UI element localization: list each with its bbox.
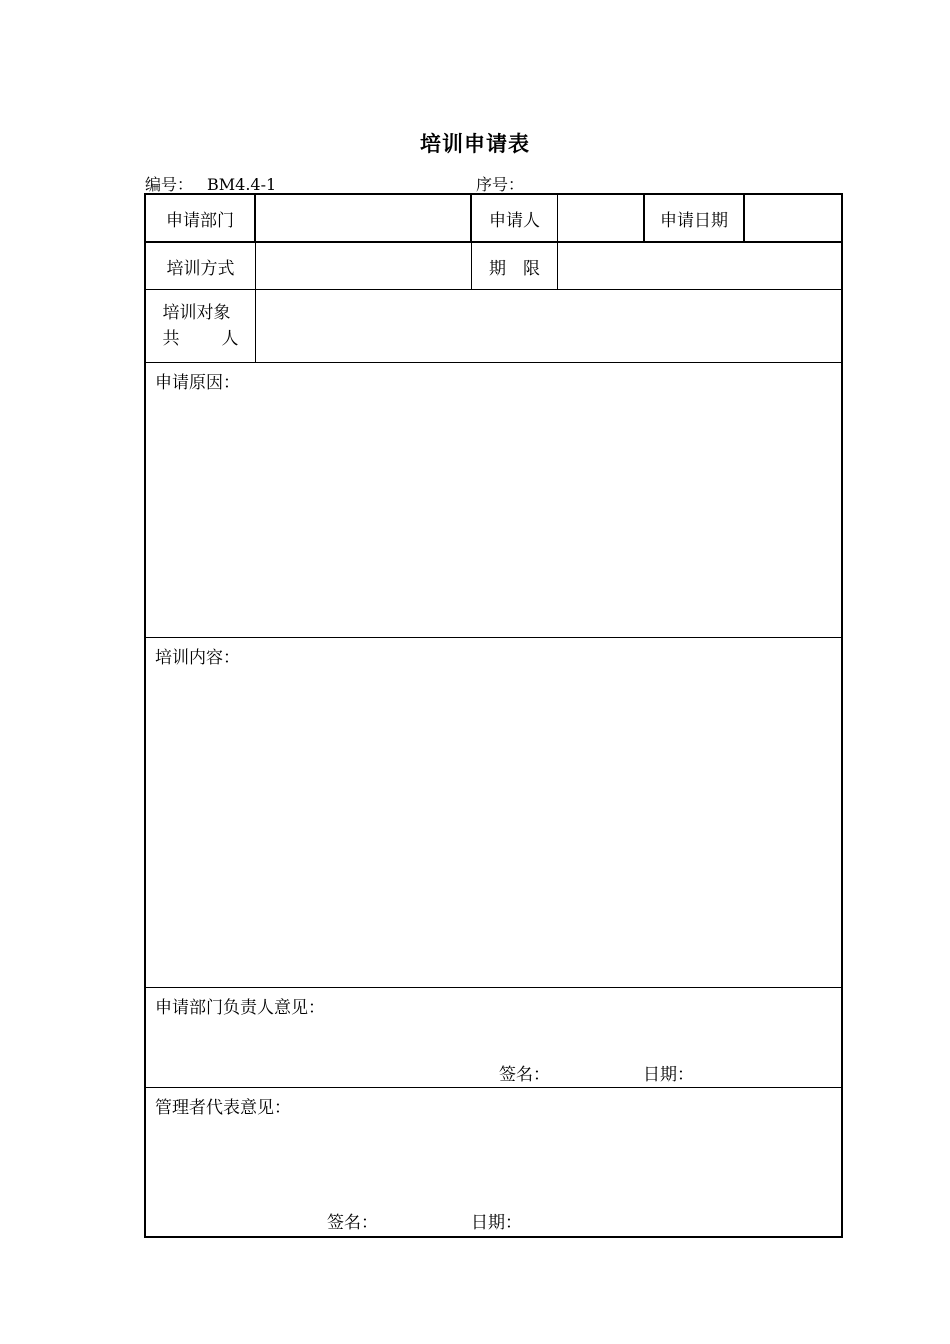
headcount-prefix: 共 <box>162 329 180 349</box>
serial-number-label: 序号： <box>476 175 525 194</box>
mgmt-rep-signature-label: 签名： <box>327 1213 378 1233</box>
form-code-value: BM4.4-1 <box>207 175 277 194</box>
training-application-form <box>144 193 843 1238</box>
form-row-method <box>146 243 841 290</box>
mgmt-rep-opinion-label: 管理者代表意见： <box>155 1098 291 1118</box>
page-title: 培训申请表 <box>420 132 530 156</box>
training-method-label: 培训方式 <box>146 243 256 289</box>
training-content-label: 培训内容： <box>155 648 240 668</box>
form-code <box>145 172 276 195</box>
dept-head-opinion-label: 申请部门负责人意见： <box>155 998 325 1018</box>
department-label: 申请部门 <box>146 195 256 241</box>
dept-head-opinion-section[interactable] <box>146 988 841 1088</box>
dept-head-date-label: 日期： <box>643 1065 694 1085</box>
mgmt-rep-date-label: 日期： <box>471 1213 522 1233</box>
period-label: 期 限 <box>472 243 558 289</box>
applicant-field[interactable] <box>558 195 645 241</box>
period-field[interactable] <box>558 243 841 289</box>
headcount-suffix: 人 <box>221 329 239 349</box>
applicant-label: 申请人 <box>472 195 558 241</box>
application-date-field[interactable] <box>745 195 841 241</box>
form-row-target <box>146 290 841 363</box>
training-target-label: 培训对象 <box>162 303 231 323</box>
mgmt-rep-opinion-section[interactable] <box>146 1088 841 1236</box>
training-target-label-cell <box>146 290 256 362</box>
training-method-field[interactable] <box>256 243 472 289</box>
application-date-label: 申请日期 <box>645 195 745 241</box>
department-field[interactable] <box>256 195 472 241</box>
training-content-section[interactable] <box>146 638 841 988</box>
training-target-field[interactable] <box>256 290 841 362</box>
application-reason-section[interactable] <box>146 363 841 638</box>
application-reason-label: 申请原因： <box>155 373 240 393</box>
headcount-label <box>163 326 239 352</box>
dept-head-signature-label: 签名： <box>499 1065 550 1085</box>
form-code-label: 编号： <box>145 175 194 194</box>
form-row-department <box>146 195 841 243</box>
